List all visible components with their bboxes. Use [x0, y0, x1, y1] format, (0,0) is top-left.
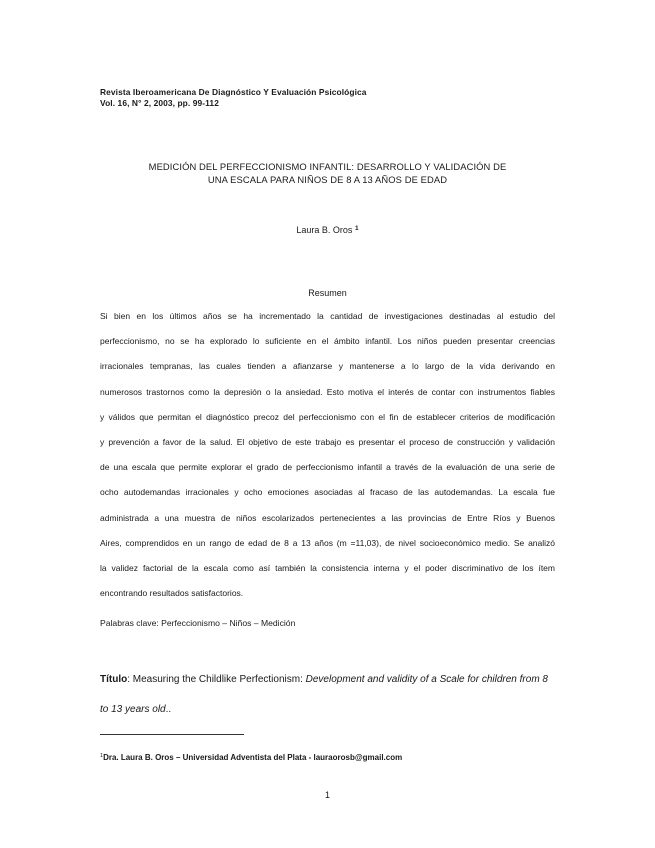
- author-line: [0, 225, 655, 235]
- keywords: Palabras clave: Perfeccionismo – Niños – Medición: [100, 618, 296, 628]
- abstract-line: y válidos que permitan el diagnóstico precoz del perfeccionismo con el fin de establecer criterios de modificación: [100, 411, 555, 422]
- abstract-line: y prevención a favor de la salud. El objetivo de este trabajo es presentar el proceso de construcción y validación: [100, 436, 555, 447]
- footnote-rule: [100, 734, 244, 735]
- abstract-body: [100, 309, 555, 611]
- english-title-subtitle: Development and validity of a Scale for children from 8 to 13 years old: [100, 674, 548, 715]
- footnote: [100, 753, 402, 762]
- journal-name: Revista Iberoamericana De Diagnóstico Y Evaluación Psicológica: [100, 87, 367, 97]
- english-title: [100, 665, 558, 725]
- english-title-label: Título: [100, 674, 128, 685]
- abstract-line: numerosos trastornos como la depresión o la ansiedad. Esto motiva el interés de contar con instrumentos fiables: [100, 386, 555, 397]
- journal-header: [100, 87, 367, 109]
- abstract-line: Si bien en los últimos años se ha incrementado la cantidad de investigaciones destinadas al estudio del: [100, 311, 555, 321]
- abstract-line: ocho autodemandas irracionales y ocho emociones asociadas al fracaso de las autodemandas. La escala fue: [100, 487, 555, 498]
- footnote-text: Dra. Laura B. Oros – Universidad Adventista del Plata - lauraorosb@gmail.com: [103, 753, 403, 762]
- footnote-mark: 1: [100, 753, 104, 759]
- abstract-heading: Resumen: [308, 288, 347, 298]
- author-name: Laura B. Oros: [296, 225, 353, 235]
- page-number: 1: [324, 790, 330, 800]
- abstract-line: encontrando resultados satisfactorios.: [100, 588, 244, 599]
- english-title-separator: :: [127, 674, 130, 685]
- abstract-line: de una escala que permite explorar el grado de perfeccionismo infantil a través de la evaluación de una serie de: [100, 462, 555, 473]
- abstract-line: perfeccionismo, no se ha explorado lo suficiente en el ámbito infantil. Los niños pueden presentar creencias: [100, 336, 555, 347]
- abstract-line: la validez factorial de la escala como así también la consistencia interna y el poder discriminativo de los ítem: [100, 562, 555, 573]
- journal-volume: Vol. 16, N° 2, 2003, pp. 99-112: [100, 98, 219, 108]
- english-title-main: Measuring the Childlike Perfectionism:: [130, 674, 306, 685]
- english-title-end: ..: [165, 704, 172, 715]
- paper-title-line-1: MEDICIÓN DEL PERFECCIONISMO INFANTIL: DESARROLLO Y VALIDACIÓN DE: [148, 161, 507, 172]
- author-footnote-mark: 1: [354, 225, 359, 232]
- abstract-line: irracionales tempranas, las cuales tienden a afianzarse y mantenerse a lo largo de la vida derivando en: [100, 361, 555, 372]
- paper-title: [0, 160, 655, 186]
- abstract-line: Aires, comprendidos en un rango de edad de 8 a 13 años (m =11,03), de nivel socioeconómico medio. Se analizó: [100, 537, 555, 548]
- abstract-line: administrada a una muestra de niños escolarizados pertenecientes a las provincias de Entre Ríos y Buenos: [100, 512, 555, 523]
- paper-title-line-2: UNA ESCALA PARA NIÑOS DE 8 A 13 AÑOS DE EDAD: [207, 174, 448, 185]
